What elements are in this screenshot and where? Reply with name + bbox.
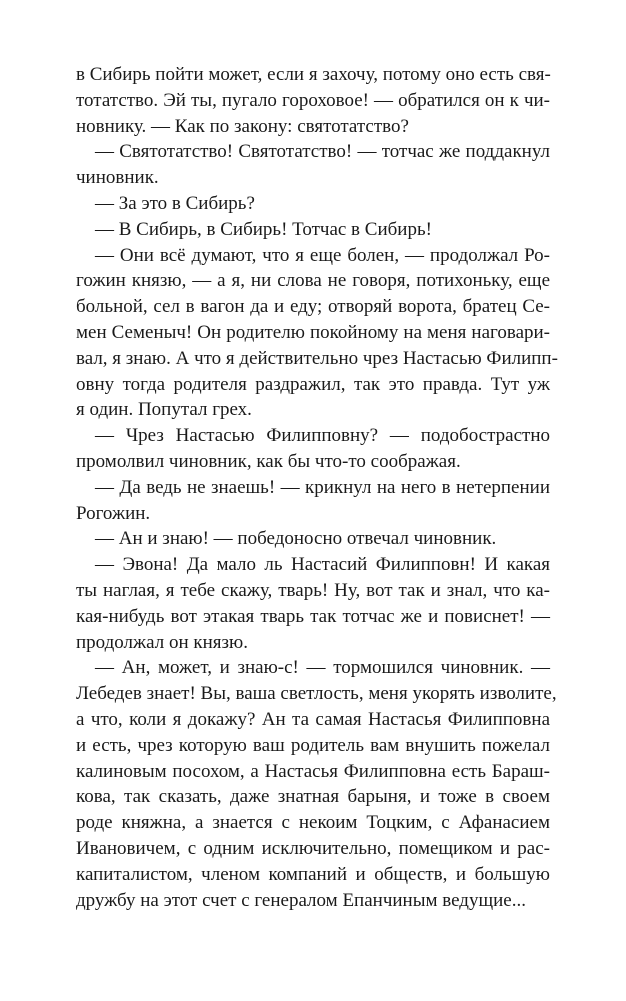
body-text	[76, 62, 558, 913]
text-line: в Сибирь пойти может, если я захочу, потому оно есть свя-	[76, 64, 551, 85]
text-line: — За это в Сибирь?	[95, 192, 255, 214]
text-line: овну тогда родителя раздражил, так это правда. Тут уж	[76, 373, 550, 395]
text-line: тотатство. Эй ты, пугало гороховое! — обратился он к чи-	[76, 89, 550, 111]
text-line: больной, сел в вагон да и еду; отворяй ворота, братец Се-	[76, 296, 550, 318]
text-line: кая-нибудь вот этакая тварь так тотчас же и повиснет! —	[76, 605, 550, 627]
text-line: гожин князю, — а я, ни слова не говоря, потихоньку, еще	[76, 270, 550, 292]
text-line: Ивановичем, с одним исключительно, помещиком и рас-	[76, 837, 550, 859]
text-line: а что, коли я докажу? Ан та самая Настасья Филипповна	[76, 708, 550, 730]
text-line: — Ан и знаю! — победоносно отвечал чиновник.	[95, 528, 497, 550]
text-line: и есть, чрез которую ваш родитель вам внушить пожелал	[76, 734, 550, 756]
text-line: новнику. — Как по закону: святотатство?	[76, 115, 409, 137]
text-line: продолжал он князю.	[76, 631, 248, 653]
text-line: мен Семеныч! Он родителю покойному на меня наговари-	[76, 321, 550, 343]
text-line: — Чрез Настасью Филипповну? — подобострастно	[95, 425, 550, 447]
text-line: капиталистом, членом компаний и обществ, и большую	[76, 863, 550, 885]
text-line: роде княжна, а знается с некоим Тоцким, с Афанасием	[76, 812, 550, 834]
text-line: кова, так сказать, даже знатная барыня, и тоже в своем	[76, 786, 550, 808]
text-line: — Да ведь не знаешь! — крикнул на него в нетерпении	[95, 476, 550, 498]
text-line: — Эвона! Да мало ль Настасий Филипповн! И какая	[95, 554, 550, 576]
text-line: промолвил чиновник, как бы что-то соображая.	[76, 450, 461, 472]
text-line: я один. Попутал грех.	[76, 399, 252, 421]
text-line: Рогожин.	[76, 502, 151, 524]
text-line: вал, я знаю. А что я действительно чрез Настасью Филипп-	[76, 347, 558, 369]
text-line: — В Сибирь, в Сибирь! Тотчас в Сибирь!	[95, 218, 432, 240]
text-line: дружбу на этот счет с генералом Епанчиным ведущие...	[76, 889, 526, 911]
text-line: — Они всё думают, что я еще болен, — продолжал Ро-	[95, 244, 550, 266]
text-line: чиновник.	[76, 167, 159, 189]
text-line: ты наглая, я тебе скажу, тварь! Ну, вот так и знал, что ка-	[76, 579, 550, 601]
text-line: — Ан, может, и знаю-с! — тормошился чиновник. —	[95, 657, 550, 679]
text-line: — Святотатство! Святотатство! — тотчас же поддакнул	[95, 141, 550, 163]
text-line: Лебедев знает! Вы, ваша светлость, меня укорять изволите,	[76, 683, 557, 705]
text-line: калиновым посохом, а Настасья Филипповна есть Бараш-	[76, 760, 550, 782]
